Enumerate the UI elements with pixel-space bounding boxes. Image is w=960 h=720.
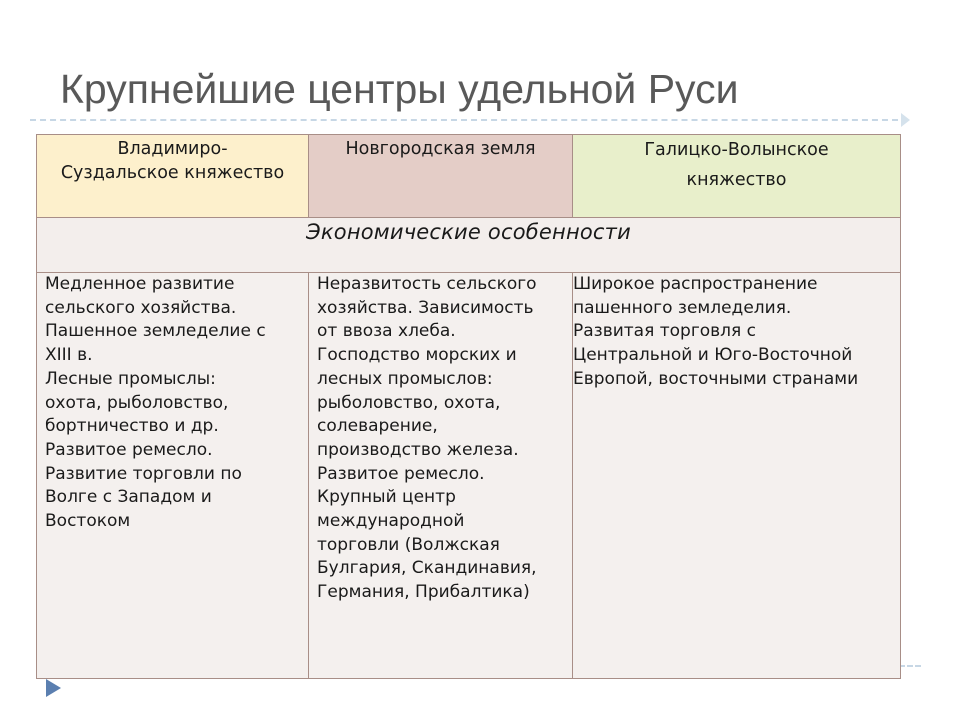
section-title: Экономические особенности [306, 220, 631, 244]
centers-table [36, 134, 901, 679]
section-cell [37, 218, 901, 273]
title-divider [30, 119, 898, 121]
header-label-vladimir: Владимиро- Суздальское княжество [60, 139, 285, 183]
header-label-galicia: Галицко-Волынское княжество [644, 140, 829, 190]
header-label-novgorod: Новгородская земля [345, 139, 536, 159]
body-cell-novgorod [309, 273, 573, 679]
title-arrow-icon [901, 113, 910, 127]
body-text-galicia: Широкое распространение пашенного земледелия. Развитая торговля с Центральной и Юго-Восточной Европой, восточными странами [573, 274, 859, 389]
body-cell-galicia [573, 273, 901, 679]
header-cell-novgorod [309, 135, 573, 218]
body-text-vladimir: Медленное развитие сельского хозяйства. Пашенное земледелие с XIII в. Лесные промыслы: охота, рыболовство, бортничество и др. Развитое ремесло. Развитие торговли по Волге с Западом и Востоком [45, 274, 266, 532]
slide-title: Крупнейшие центры удельной Руси [60, 66, 739, 112]
header-cell-galicia [573, 135, 901, 218]
section-row [37, 218, 901, 273]
body-cell-vladimir [37, 273, 309, 679]
bottom-divider [899, 665, 921, 667]
body-text-novgorod: Неразвитость сельского хозяйства. Зависимость от ввоза хлеба. Господство морских и лесных промыслов: рыболовство, охота, солеварение, производство железа. Развитое ремесло. Крупный центр международной торговли (Волжская Булгария, Скандинавия, Германия, Прибалтика) [317, 274, 537, 603]
header-row [37, 135, 901, 218]
header-cell-vladimir [37, 135, 309, 218]
triangle-bullet-icon [46, 679, 61, 697]
body-row [37, 273, 901, 679]
